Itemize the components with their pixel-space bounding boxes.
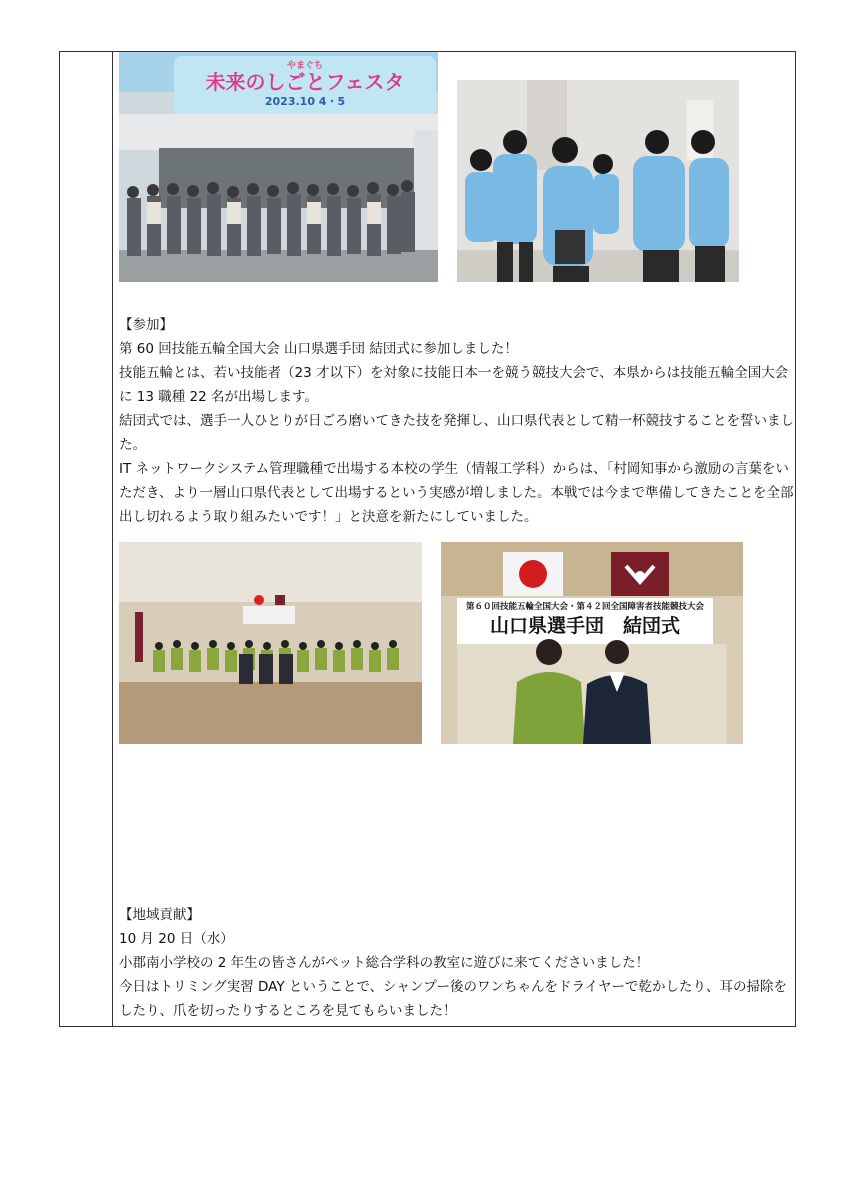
ceremony-sign [457,600,713,638]
ceremony-sign-line1: 第６０回技能五輪全国大会・第４２回全国障害者技能競技大会 [465,602,704,612]
festa-banner-small: やまぐち [286,61,323,71]
festa-banner [179,58,431,116]
photo-ceremony-sign-image [441,542,743,744]
section-participation [119,313,794,529]
photo-festa-group [119,52,438,282]
column-divider [112,52,113,1026]
photo-ceremony-group-image [119,542,422,744]
participation-paragraph-2: 技能五輪とは、若い技能者（23 才以下）を対象に技能日本一を競う競技大会で、本県からは技能五輪全国大会に 13 職種 22 名が出場します。 [119,365,789,405]
participation-paragraph-3: 結団式では、選手一人ひとりが日ごろ磨いてきた技を発揮し、山口県代表として精一杯競技することを誓いました。 [119,413,794,453]
ceremony-sign-line2: 山口県選手団 結団式 [489,615,680,637]
section-community [119,903,794,1023]
festa-banner-title: 未来のしごとフェスタ [205,70,405,94]
photo-ceremony-sign [441,542,743,744]
participation-paragraph-4: IT ネットワークシステム管理職種で出場する本校の学生（情報工学科）からは、「村岡知事から激励の言葉をいただき、より一層山口県代表として出場するという実感が増しました。本戦では今まで準備してきたことを全部出し切れるよう取り組みたいです！」と決意を新たにしていました。 [119,461,794,525]
section-participation-heading: 【参加】 [119,317,173,333]
section-community-heading: 【地域貢献】 [119,907,200,923]
participation-paragraph-1: 第 60 回技能五輪全国大会 山口県選手団 結団式に参加しました！ [119,341,518,357]
community-paragraph-3: 今日はトリミング実習 DAY ということで、シャンプー後のワンちゃんをドライヤーで乾かしたり、耳の掃除をしたり、爪を切ったりするところを見てもらいました！ [119,979,788,1019]
photo-students-blue [457,80,739,282]
community-paragraph-2: 小郡南小学校の 2 年生の皆さんがペット総合学科の教室に遊びに来てくださいました！ [119,955,650,971]
photo-students-blue-image [457,80,739,282]
community-paragraph-1: 10 月 20 日（水） [119,931,234,947]
festa-banner-date: 2023.10 4・5 [264,95,346,108]
photo-ceremony-group [119,542,422,744]
